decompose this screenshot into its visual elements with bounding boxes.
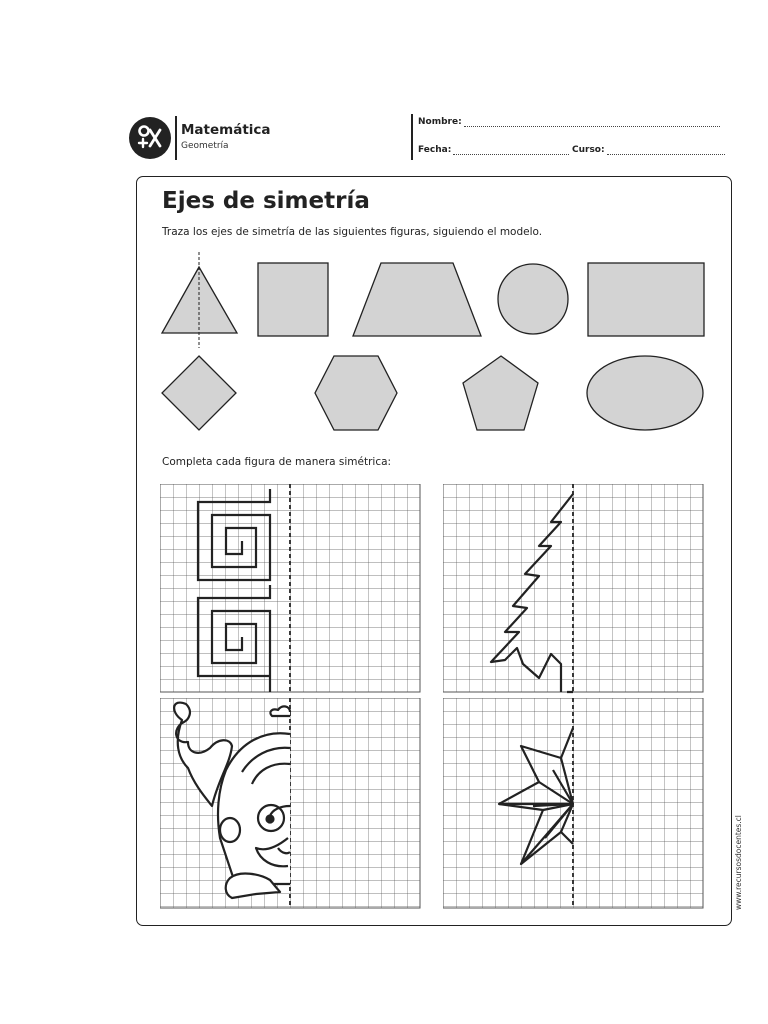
fields-divider — [411, 114, 413, 160]
ellipse-shape[interactable] — [587, 356, 703, 430]
square-shape[interactable] — [258, 263, 328, 336]
pentagon-shape[interactable] — [463, 356, 538, 430]
course-field[interactable] — [572, 144, 725, 155]
hexagon-shape[interactable] — [315, 356, 397, 430]
grid-star[interactable] — [443, 698, 705, 910]
date-field[interactable] — [418, 144, 569, 155]
name-field[interactable] — [418, 116, 720, 127]
rhombus-shape[interactable] — [162, 356, 236, 430]
topic-subtitle: Geometría — [181, 141, 229, 151]
grid-clown[interactable] — [160, 698, 422, 910]
circle-shape[interactable] — [498, 264, 568, 334]
subject-title: Matemática — [181, 122, 271, 138]
name-label: Nombre: — [418, 117, 462, 127]
instruction-complete: Completa cada figura de manera simétrica: — [162, 456, 392, 468]
rectangle-shape[interactable] — [588, 263, 704, 336]
brand-divider — [175, 116, 177, 160]
math-logo-icon — [128, 116, 172, 160]
grid-greek-key[interactable] — [160, 484, 422, 694]
course-line[interactable] — [607, 144, 725, 155]
instruction-axes: Traza los ejes de simetría de las siguientes figuras, siguiendo el modelo. — [162, 226, 543, 238]
name-line[interactable] — [464, 116, 720, 127]
website-credit: www.recursosdocentes.cl — [734, 815, 743, 910]
worksheet-header — [128, 112, 728, 164]
shapes-area — [150, 250, 720, 440]
date-line[interactable] — [453, 144, 569, 155]
date-label: Fecha: — [418, 145, 452, 155]
trapezoid-shape[interactable] — [353, 263, 481, 336]
course-label: Curso: — [572, 145, 605, 155]
grid-pine-tree[interactable] — [443, 484, 705, 694]
worksheet-title: Ejes de simetría — [162, 188, 370, 214]
